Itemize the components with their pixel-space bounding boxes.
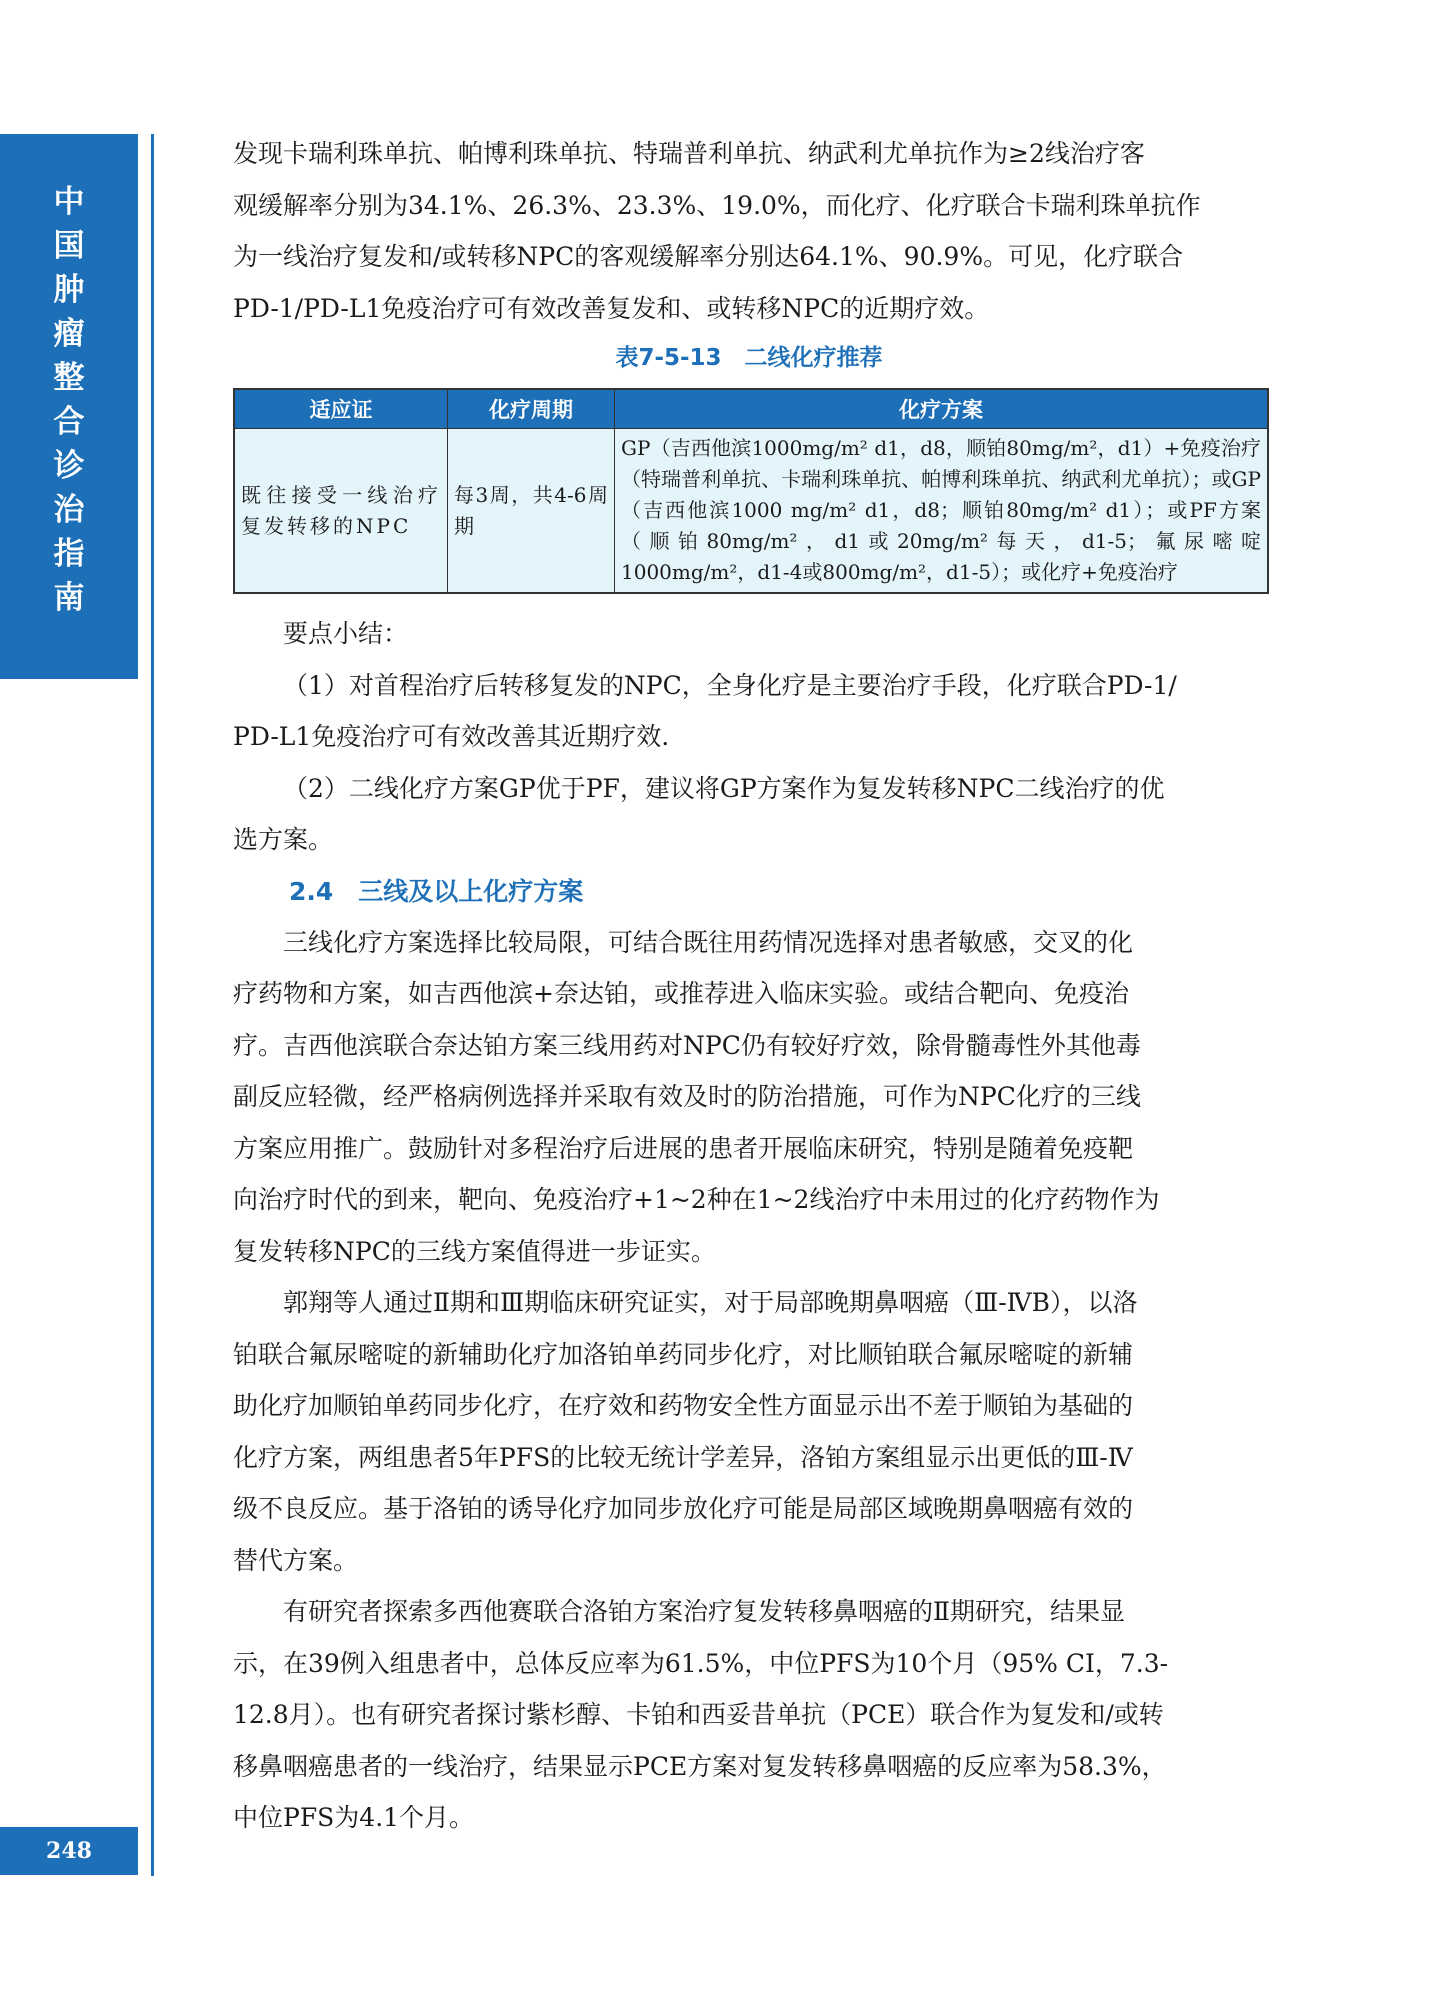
text-line: 为一线治疗复发和/或转移NPC的客观缓解率分别达64.1%、90.9%。可见，化疗联合 [233,242,1184,271]
text-line: 替代方案。 [233,1545,359,1575]
text-line: 郭翔等人通过Ⅱ期和Ⅲ期临床研究证实，对于局部晚期鼻咽癌（Ⅲ-ⅣB），以洛 [283,1288,1138,1317]
column-header: 适应证 [234,389,448,429]
text-line: 中位PFS为4.1个月。 [233,1803,475,1832]
text-line: 观缓解率分别为34.1%、26.3%、23.3%、19.0%，而化疗、化疗联合卡瑞利珠单抗作 [233,190,1201,220]
book-title-char: 合 [53,404,85,440]
table-header-row [234,389,1268,429]
margin-rule [151,134,154,1876]
regimen-cell: GP（吉西他滨1000mg/m² d1，d8，顺铂80mg/m²，d1）+免疫治疗（特瑞普利单抗、卡瑞利珠单抗、帕博利珠单抗、纳武利尤单抗）；或GP（吉西他滨1000 mg/m² d1，d8；顺铂80mg/m² d1）；或PF方案（顺铂80mg/m²，d1或20mg/m²每天，d1-5；氟尿嘧啶1000mg/m²，d1-4或800mg/m²，d1-5）；或化疗+免疫治疗 [615,429,1269,594]
text-line: PD-L1免疫治疗可有效改善其近期疗效. [233,722,670,751]
text-line: 选方案。 [233,825,334,854]
page-number: 248 [0,1827,138,1875]
book-title-char: 瘤 [53,316,85,352]
table-row [234,429,1268,594]
book-title-char: 指 [53,536,85,572]
text-line: 铂联合氟尿嘧啶的新辅助化疗加洛铂单药同步化疗，对比顺铂联合氟尿嘧啶的新辅 [233,1339,1134,1369]
body-paragraph [233,1277,1265,1586]
column-header: 化疗方案 [615,389,1269,429]
regimen-table [233,388,1269,594]
column-header: 化疗周期 [448,389,615,429]
section-heading: 2.4 三线及以上化疗方案 [289,876,584,906]
book-title-char: 肿 [53,272,85,308]
text-line: 移鼻咽癌患者的一线治疗，结果显示PCE方案对复发转移鼻咽癌的反应率为58.3%， [233,1751,1167,1781]
book-title-char: 国 [53,228,85,264]
text-line: （2）二线化疗方案GP优于PF，建议将GP方案作为复发转移NPC二线治疗的优 [283,773,1165,803]
text-line: 发现卡瑞利珠单抗、帕博利珠单抗、特瑞普利单抗、纳武利尤单抗作为≥2线治疗客 [233,139,1145,168]
text-line: 方案应用推广。鼓励针对多程治疗后进展的患者开展临床研究，特别是随着免疫靶 [233,1133,1134,1163]
indication-cell: 既往接受一线治疗复发转移的NPC [234,429,448,594]
intro-paragraph [233,128,1265,334]
book-title-char: 诊 [53,448,85,484]
text-line: 12.8月）。也有研究者探讨紫杉醇、卡铂和西妥昔单抗（PCE）联合作为复发和/或转 [233,1700,1164,1729]
text-line: 三线化疗方案选择比较局限，可结合既往用药情况选择对患者敏感，交叉的化 [283,927,1134,957]
book-title-vertical [0,180,138,620]
text-line: 级不良反应。基于洛铂的诱导化疗加同步放化疗可能是局部区域晚期鼻咽癌有效的 [233,1494,1134,1523]
text-line: 向治疗时代的到来，靶向、免疫治疗+1~2种在1~2线治疗中未用过的化疗药物作为 [233,1185,1160,1214]
book-title-char: 南 [53,580,85,616]
text-line: 副反应轻微，经严格病例选择并采取有效及时的防治措施，可作为NPC化疗的三线 [233,1082,1141,1111]
summary-label: 要点小结： [283,619,409,648]
table-caption: 表7-5-13 二线化疗推荐 [615,345,883,371]
text-line: 化疗方案，两组患者5年PFS的比较无统计学差异，洛铂方案组显示出更低的Ⅲ-Ⅳ [233,1442,1133,1472]
cycle-cell: 每3周，共4-6周期 [448,429,615,594]
book-title-char: 整 [53,360,85,396]
page-content [233,128,1265,1844]
body-paragraph [233,917,1265,1278]
body-paragraph [233,1586,1265,1844]
text-line: PD-1/PD-L1免疫治疗可有效改善复发和、或转移NPC的近期疗效。 [233,293,990,323]
text-line: 疗药物和方案，如吉西他滨+奈达铂，或推荐进入临床实验。或结合靶向、免疫治 [233,979,1129,1008]
text-line: 疗。吉西他滨联合奈达铂方案三线用药对NPC仍有较好疗效，除骨髓毒性外其他毒 [233,1030,1141,1060]
book-title-char: 中 [53,184,85,220]
text-line: （1）对首程治疗后转移复发的NPC，全身化疗是主要治疗手段，化疗联合PD-1/ [283,670,1177,700]
text-line: 示，在39例入组患者中，总体反应率为61.5%，中位PFS为10个月（95% CI，7.3- [233,1648,1169,1678]
text-line: 有研究者探索多西他赛联合洛铂方案治疗复发转移鼻咽癌的Ⅱ期研究，结果显 [283,1597,1125,1626]
text-line: 复发转移NPC的三线方案值得进一步证实。 [233,1236,716,1266]
book-title-char: 治 [53,492,85,528]
text-line: 助化疗加顺铂单药同步化疗，在疗效和药物安全性方面显示出不差于顺铂为基础的 [233,1391,1134,1420]
